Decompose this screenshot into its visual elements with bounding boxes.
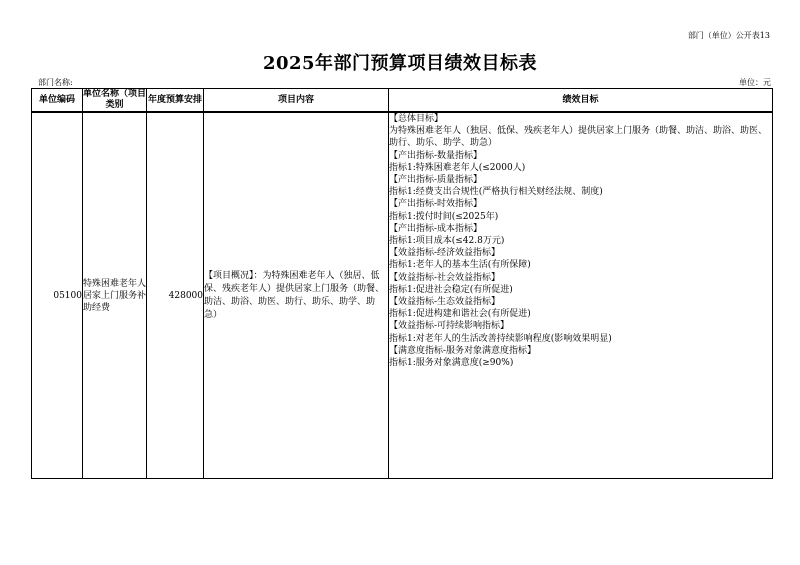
form-number: 部门（单位）公开表13 <box>687 31 770 40</box>
goal-line: 为特殊困难老年人（独居、低保、残疾老年人）提供居家上门服务（助餐、助洁、助浴、助医、助行、助乐、助学、助急） <box>389 126 768 149</box>
goal-line: 【产出指标-时效指标】 <box>389 199 483 210</box>
goal-line: 【效益指标-可持续影响指标】 <box>389 321 510 332</box>
header-unit-code: 单位编码 <box>32 89 83 113</box>
goal-line: 【效益指标-社会效益指标】 <box>389 272 501 283</box>
goal-line: 【产出指标-成本指标】 <box>389 223 483 234</box>
cell-unit-name: 特殊困难老年人居家上门服务补助经费 <box>83 112 147 479</box>
header-project-content: 项目内容 <box>204 89 389 113</box>
goal-line: 指标1:服务对象满意度(≥90%) <box>389 358 514 369</box>
goal-line: 指标1:老年人的基本生活(有所保障) <box>389 260 531 271</box>
unit-label: 单位：元 <box>739 78 771 87</box>
table-header-row <box>32 89 773 113</box>
goal-line: 指标1:经费支出合规性(严格执行相关财经法规、制度) <box>389 187 603 198</box>
goal-line: 指标1:特殊困难老年人(≤2000人) <box>389 162 526 173</box>
goal-line: 指标1:拨付时间(≤2025年) <box>389 211 499 222</box>
page-title: 2025年部门预算项目绩效目标表 <box>262 53 538 74</box>
goal-line: 【效益指标-经济效益指标】 <box>389 248 501 259</box>
goal-line: 指标1:项目成本(≤42.8万元) <box>389 236 505 247</box>
goal-line: 【效益指标-生态效益指标】 <box>389 297 501 308</box>
goal-line: 指标1:促进构建和谐社会(有所促进) <box>389 309 531 320</box>
cell-project-content: 【项目概况】：为特殊困难老年人（独居、低保、残疾老年人）提供居家上门服务（助餐、助洁、助浴、助医、助行、助乐、助学、助急） <box>204 112 389 479</box>
goal-line: 【产出指标-质量指标】 <box>389 175 483 186</box>
cell-unit-code: 05100 <box>32 112 83 479</box>
department-name-label: 部门名称: <box>38 78 73 87</box>
goal-line: 【产出指标-数量指标】 <box>389 150 483 161</box>
performance-table <box>31 88 773 479</box>
table-row <box>32 112 773 479</box>
goal-line: 【满意度指标-服务对象满意度指标】 <box>389 345 537 356</box>
goal-line: 指标1:促进社会稳定(有所促进) <box>389 284 513 295</box>
header-annual-budget: 年度预算安排 <box>147 89 204 113</box>
cell-performance-goals <box>389 112 773 479</box>
goal-line: 【总体目标】 <box>389 114 444 124</box>
cell-annual-budget: 428000 <box>147 112 204 479</box>
header-unit-name: 单位名称（项目类别 <box>83 89 147 110</box>
header-performance-goals: 绩效目标 <box>389 89 773 113</box>
goal-line: 指标1:对老年人的生活改善持续影响程度(影响效果明显) <box>389 333 612 344</box>
